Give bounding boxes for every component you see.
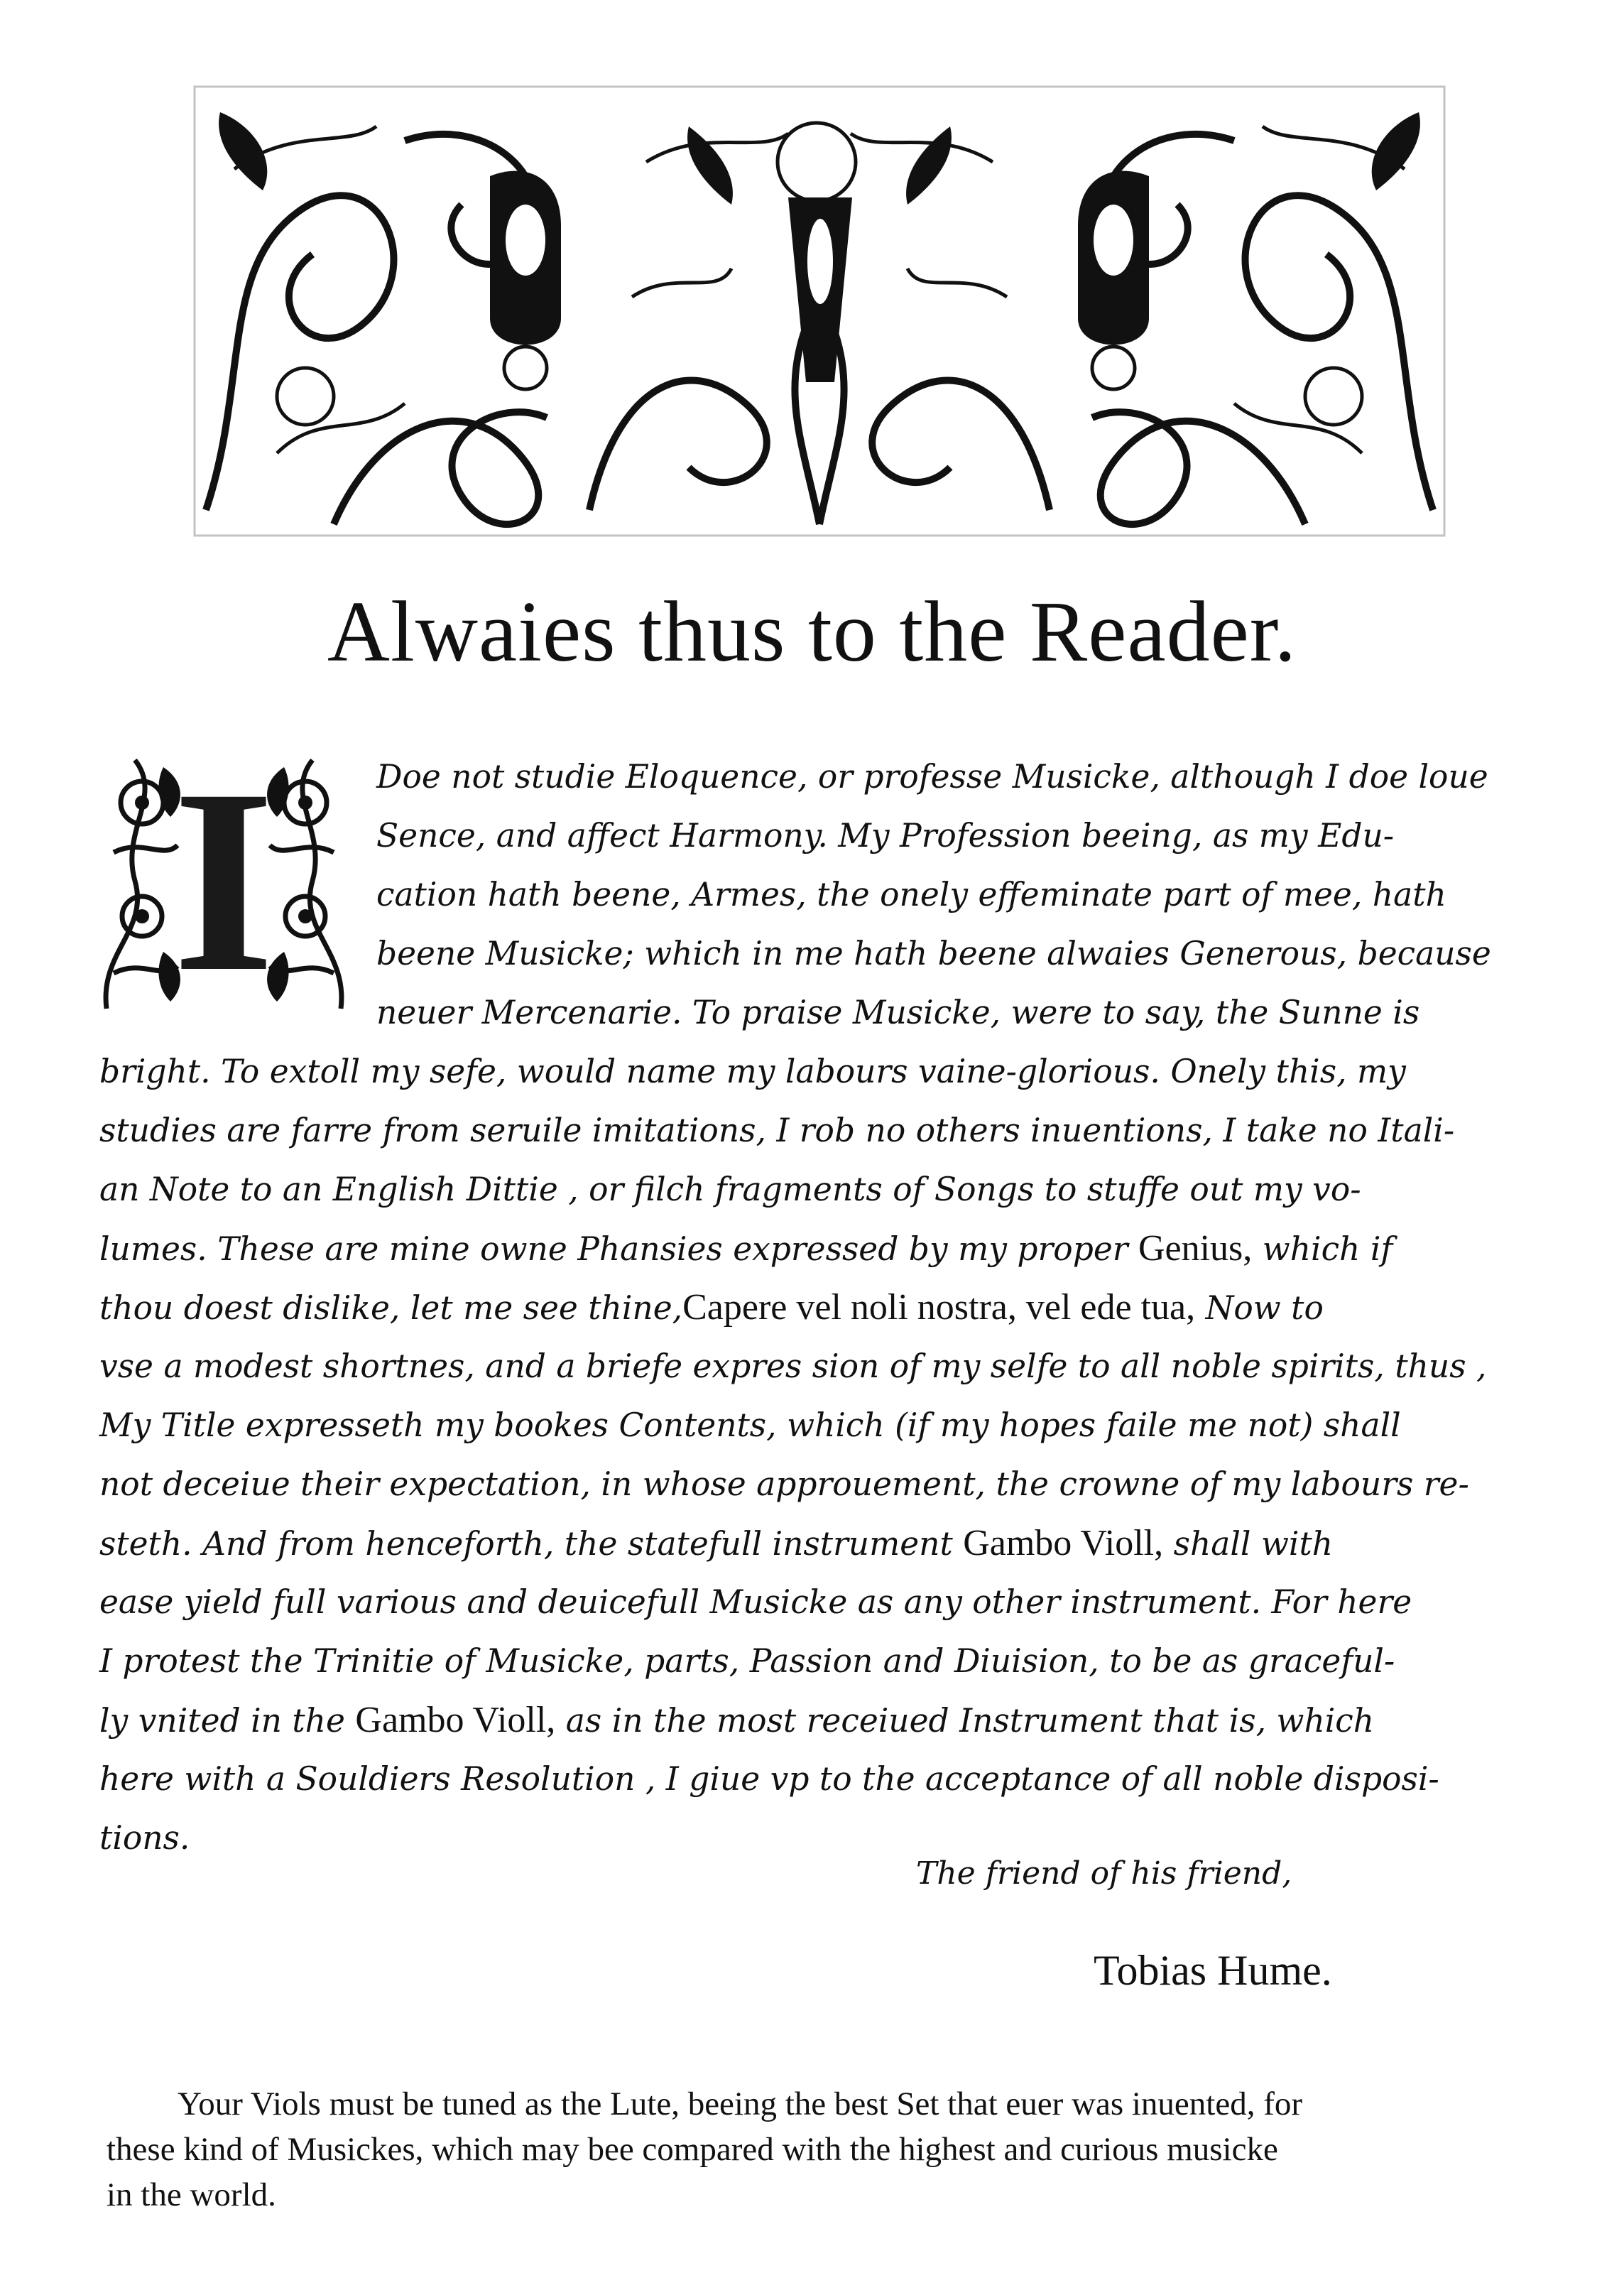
note-line: in the world. (107, 2176, 276, 2213)
signature-salutation: The friend of his friend, (916, 1855, 1292, 1892)
note-line: Your Viols must be tuned as the Lute, beeing the best Set that euer was inuented, for (178, 2085, 1303, 2122)
page-title: Alwaies thus to the Reader. (327, 584, 1297, 680)
tuning-note (107, 2081, 1520, 2218)
text-line: ease yield full various and deuicefull Musicke as any other instrument. For here (99, 1583, 1412, 1621)
text-segment: which if (1262, 1230, 1393, 1268)
text-line (99, 1219, 1527, 1278)
text-line: Sence, and affect Harmony. My Profession beeing, as my Edu- (376, 817, 1395, 855)
text-line: not deceiue their expectation, in whose approuement, the crowne of my labours re- (99, 1465, 1469, 1503)
text-line: an Note to an English Dittie , or filch fragments of Songs to stuffe out my vo- (99, 1171, 1361, 1208)
text-segment: steth. And from henceforth, the statefull instrument (99, 1525, 953, 1563)
text-line: Doe not studie Eloquence, or professe Musicke, although I doe loue (376, 758, 1488, 796)
text-segment: lumes. These are mine owne Phansies expressed by my proper (99, 1230, 1128, 1268)
text-line (99, 1278, 1527, 1337)
text-line: vse a modest shortnes, and a briefe expres sion of my selfe to all noble spirits, thus , (99, 1347, 1487, 1385)
reader-address-text (99, 747, 1527, 1867)
text-line: cation hath beene, Armes, the onely effeminate part of mee, hath (376, 876, 1446, 913)
text-segment: as in the most receiued Instrument that is, which (565, 1702, 1375, 1740)
text-line: I protest the Trinitie of Musicke, parts, Passion and Diuision, to be as graceful- (99, 1642, 1395, 1680)
gambo-violl-word: Gambo Violl, (355, 1700, 556, 1740)
gambo-violl-word: Gambo Violl, (963, 1523, 1164, 1563)
text-line: My Title expresseth my bookes Contents, which (if my hopes faile me not) shall (99, 1406, 1401, 1444)
text-line: beene Musicke; which in me hath beene alwaies Generous, because (376, 935, 1491, 972)
note-line: these kind of Musickes, which may bee compared with the highest and curious musicke (107, 2131, 1278, 2168)
latin-phrase: Capere vel noli nostra, vel ede tua, (682, 1287, 1196, 1328)
genius-word: Genius, (1138, 1228, 1253, 1269)
initial-letter: I (173, 735, 275, 1026)
text-segment: Now to (1205, 1289, 1324, 1327)
text-line: tions. (99, 1819, 190, 1857)
text-segment: shall with (1173, 1525, 1334, 1563)
text-line: here with a Souldiers Resolution , I giue vp to the acceptance of all noble disposi- (99, 1760, 1439, 1798)
text-segment: thou doest dislike, let me see thine, (99, 1289, 683, 1327)
ornamental-headpiece (192, 84, 1447, 538)
text-line: neuer Mercenarie. To praise Musicke, were to say, the Sunne is (376, 994, 1420, 1031)
text-segment: ly vnited in the (99, 1702, 345, 1740)
text-line: bright. To extoll my sefe, would name my labours vaine-glorious. Onely this, my (99, 1053, 1406, 1090)
text-line: studies are farre from seruile imitations, I rob no others inuentions, I take no Itali- (99, 1112, 1455, 1149)
signature-name: Tobias Hume. (1094, 1947, 1332, 1994)
text-line (99, 1691, 1527, 1749)
text-line (99, 1514, 1527, 1573)
